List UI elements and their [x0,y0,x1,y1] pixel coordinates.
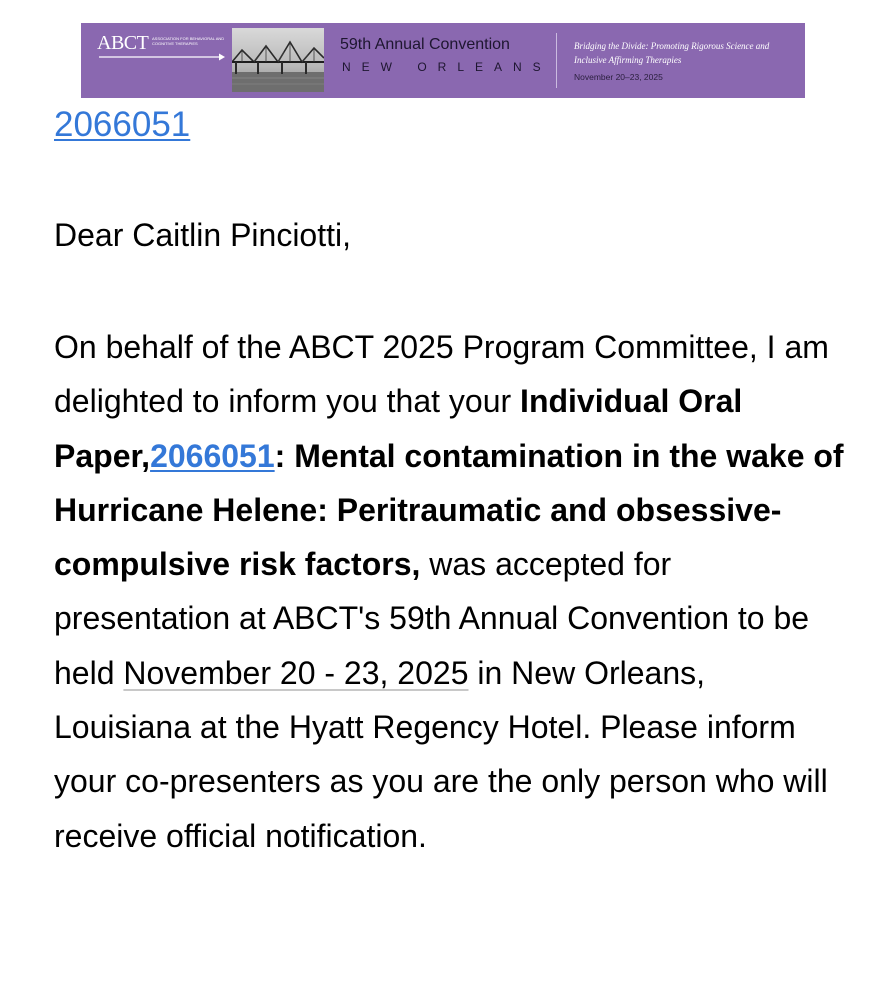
bridge-photo [232,28,324,92]
logo-arrow-icon [95,52,225,62]
convention-city: NEW ORLEANS [342,60,552,74]
convention-tagline: Bridging the Divide: Promoting Rigorous Science and Inclusive Affirming Therapies [574,41,770,65]
paper-type: Individual Oral Paper, [54,383,743,474]
convention-date-link[interactable]: November 20 - 23, 2025 [123,654,469,691]
convention-title: 59th Annual Convention [340,36,510,53]
logo-subtitle: ASSOCIATION FOR BEHAVIORAL AND COGNITIVE THERAPIES [152,36,225,46]
paper-id-link[interactable]: 2066051 [150,437,275,474]
banner-divider [556,33,557,88]
greeting: Dear Caitlin Pinciotti, [54,217,351,253]
abct-logo [95,30,235,80]
paper-title: : Mental contamination in the wake of Hurricane Helene: Peritraumatic and obsessive-compulsive risk factors, [54,437,844,583]
submission-id-link[interactable]: 2066051 [54,105,191,144]
convention-banner [81,23,805,98]
middle-text: was accepted for presentation at ABCT's 59th Annual Convention to be held [54,546,810,691]
logo-text: ABCT [97,32,149,54]
closing-text: in New Orleans, Louisiana at the Hyatt Regency Hotel. Please inform your co-presenters as you are the only person who will receive official notification. [54,654,828,854]
intro-text: On behalf of the ABCT 2025 Program Committee, I am delighted to inform you that your [54,329,829,420]
convention-dates: November 20–23, 2025 [574,72,663,82]
acceptance-message [54,320,844,863]
